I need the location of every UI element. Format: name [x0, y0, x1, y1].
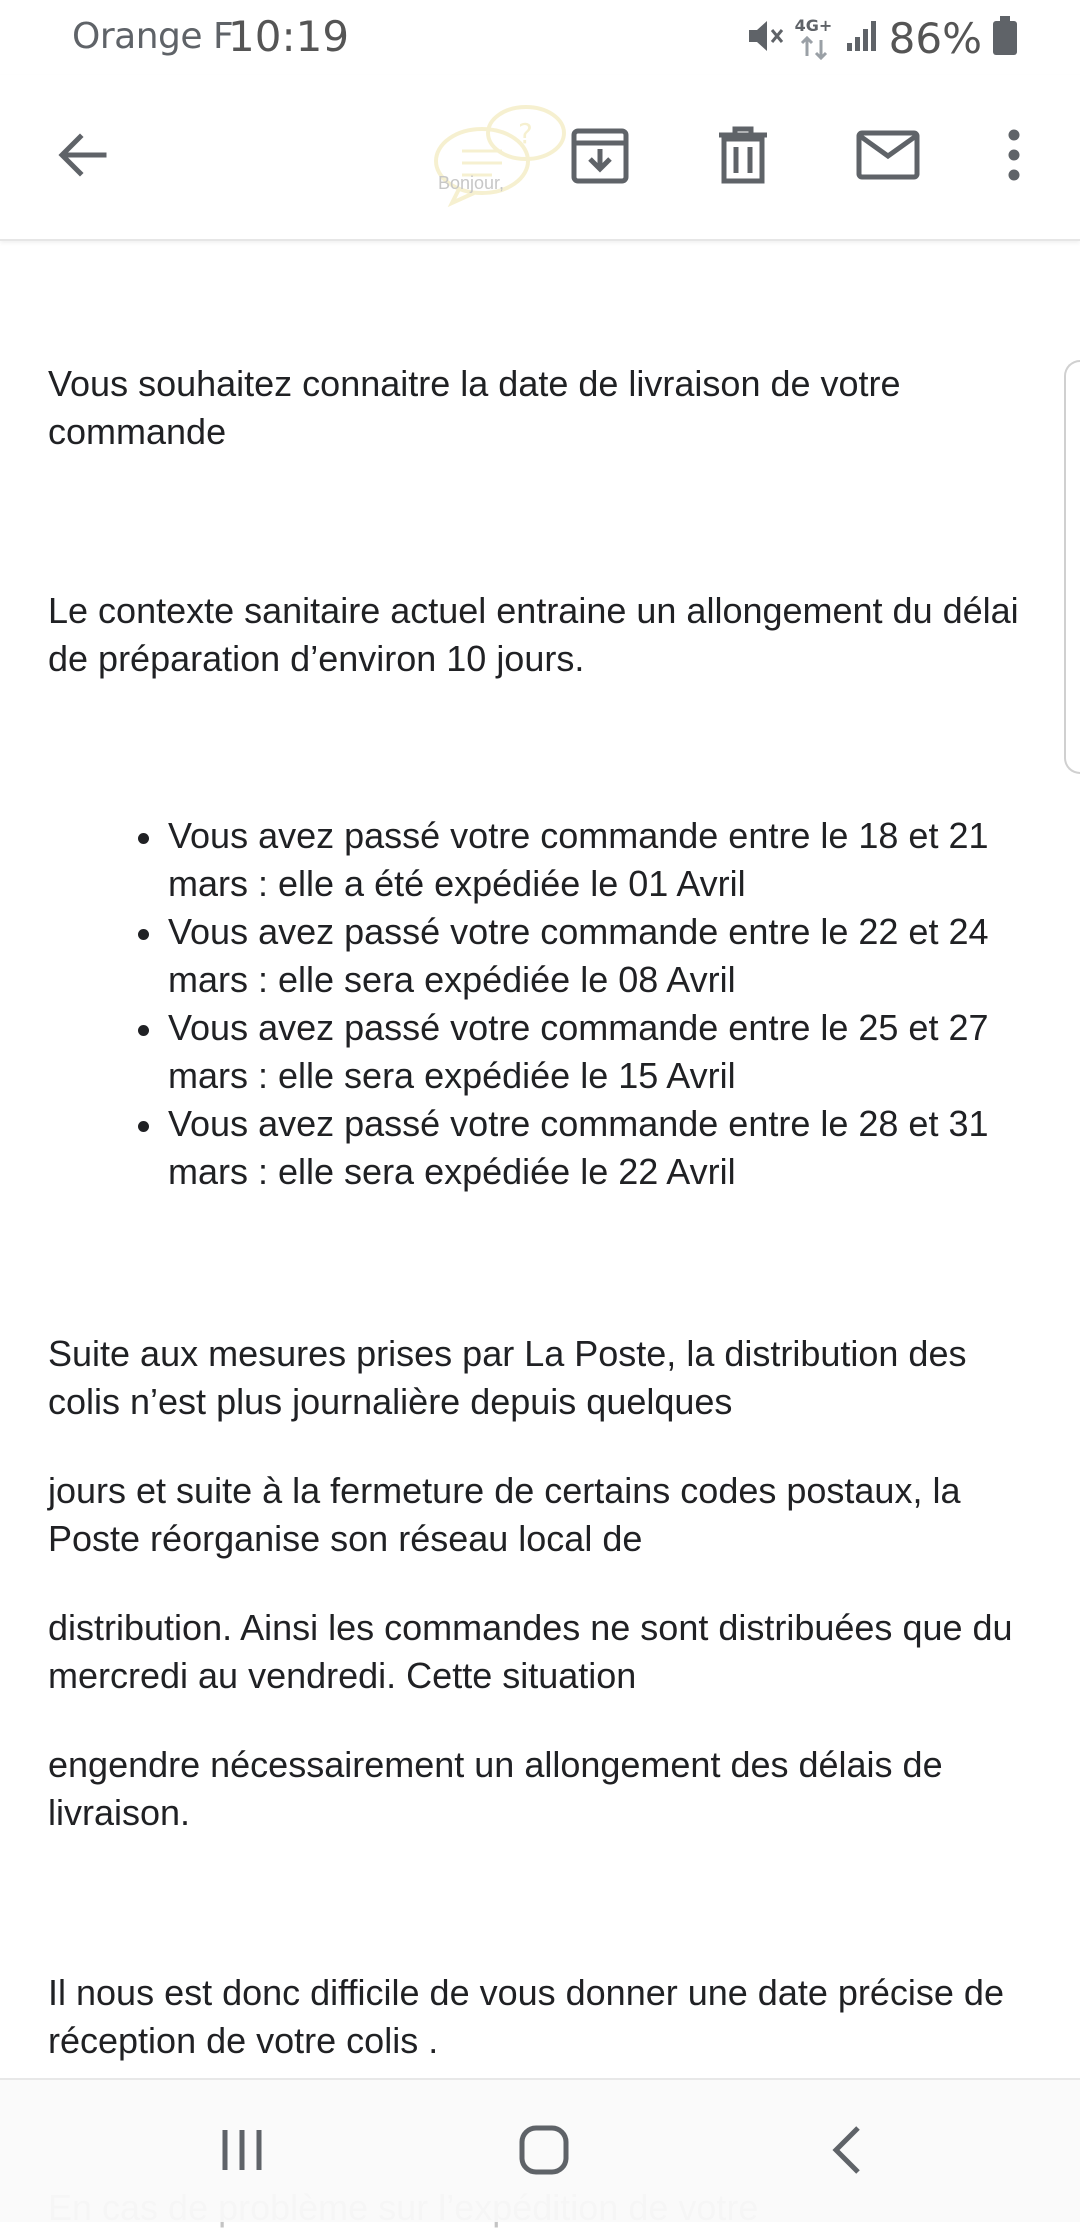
more-options-button[interactable] — [964, 107, 1064, 207]
paragraph-la-poste-1: Suite aux mesures prises par La Poste, la distribution des colis n’est plus journalière depuis quelques — [48, 1333, 967, 1422]
home-button[interactable] — [484, 2104, 604, 2200]
recents-icon — [217, 2125, 267, 2180]
list-item: Vous avez passé votre commande entre le 25 et 27 mars : elle sera expédiée le 15 Avril — [168, 1004, 1068, 1100]
arrow-left-icon — [54, 127, 110, 188]
list-item: Vous avez passé votre commande entre le 28 et 31 mars : elle sera expédiée le 22 Avril — [168, 1100, 1068, 1196]
list-item: Vous avez passé votre commande entre le 22 et 24 mars : elle sera expédiée le 08 Avril — [168, 908, 1068, 1004]
paragraph-la-poste-2: jours et suite à la fermeture de certains codes postaux, la Poste réorganise son réseau local de — [48, 1470, 961, 1559]
recent-apps-button[interactable] — [182, 2104, 302, 2200]
mute-icon — [745, 16, 785, 60]
svg-text:?: ? — [518, 117, 533, 150]
mail-icon — [856, 130, 920, 185]
trash-icon — [715, 125, 771, 190]
battery-icon — [992, 16, 1018, 60]
email-toolbar — [0, 75, 1080, 241]
watermark-text: Bonjour, — [438, 173, 505, 193]
signal-icon — [845, 19, 879, 57]
archive-icon — [570, 125, 630, 190]
scroll-handle[interactable] — [1064, 360, 1080, 774]
status-icons — [745, 14, 1018, 62]
network-4g-icon — [795, 16, 835, 60]
paragraph-sanitary-context: Le contexte sanitaire actuel entraine un allongement du délai de préparation d’environ 10 jours. — [48, 590, 1019, 679]
delete-button[interactable] — [693, 107, 793, 207]
battery-percent: 86% — [888, 13, 982, 63]
shipping-schedule-list — [48, 812, 1080, 1196]
network-label: 4G+ — [794, 16, 833, 35]
nav-back-button[interactable] — [788, 2104, 908, 2200]
clock: 10:19 — [228, 12, 350, 61]
mark-unread-button[interactable] — [838, 107, 938, 207]
paragraph-la-poste-3: distribution. Ainsi les commandes ne sont distribuées que du mercredi au vendredi. Cette situation — [48, 1607, 1013, 1696]
home-icon — [518, 2124, 570, 2181]
carrier-label: Orange F — [72, 16, 234, 57]
more-vertical-icon — [1006, 129, 1022, 186]
archive-button[interactable] — [550, 107, 650, 207]
chevron-left-icon — [828, 2124, 868, 2181]
system-navigation-bar — [0, 2078, 1080, 2222]
list-item: Vous avez passé votre commande entre le 18 et 21 mars : elle a été expédiée le 01 Avril — [168, 812, 1068, 908]
back-button[interactable] — [32, 107, 132, 207]
paragraph-difficulty: Il nous est donc difficile de vous donner une date précise de réception de votre colis . — [48, 1972, 1004, 2061]
paragraph-la-poste-4: engendre nécessairement un allongement des délais de livraison. — [48, 1744, 943, 1833]
paragraph-delivery-question: Vous souhaitez connaitre la date de livraison de votre commande — [48, 363, 901, 452]
status-bar — [0, 0, 1080, 75]
